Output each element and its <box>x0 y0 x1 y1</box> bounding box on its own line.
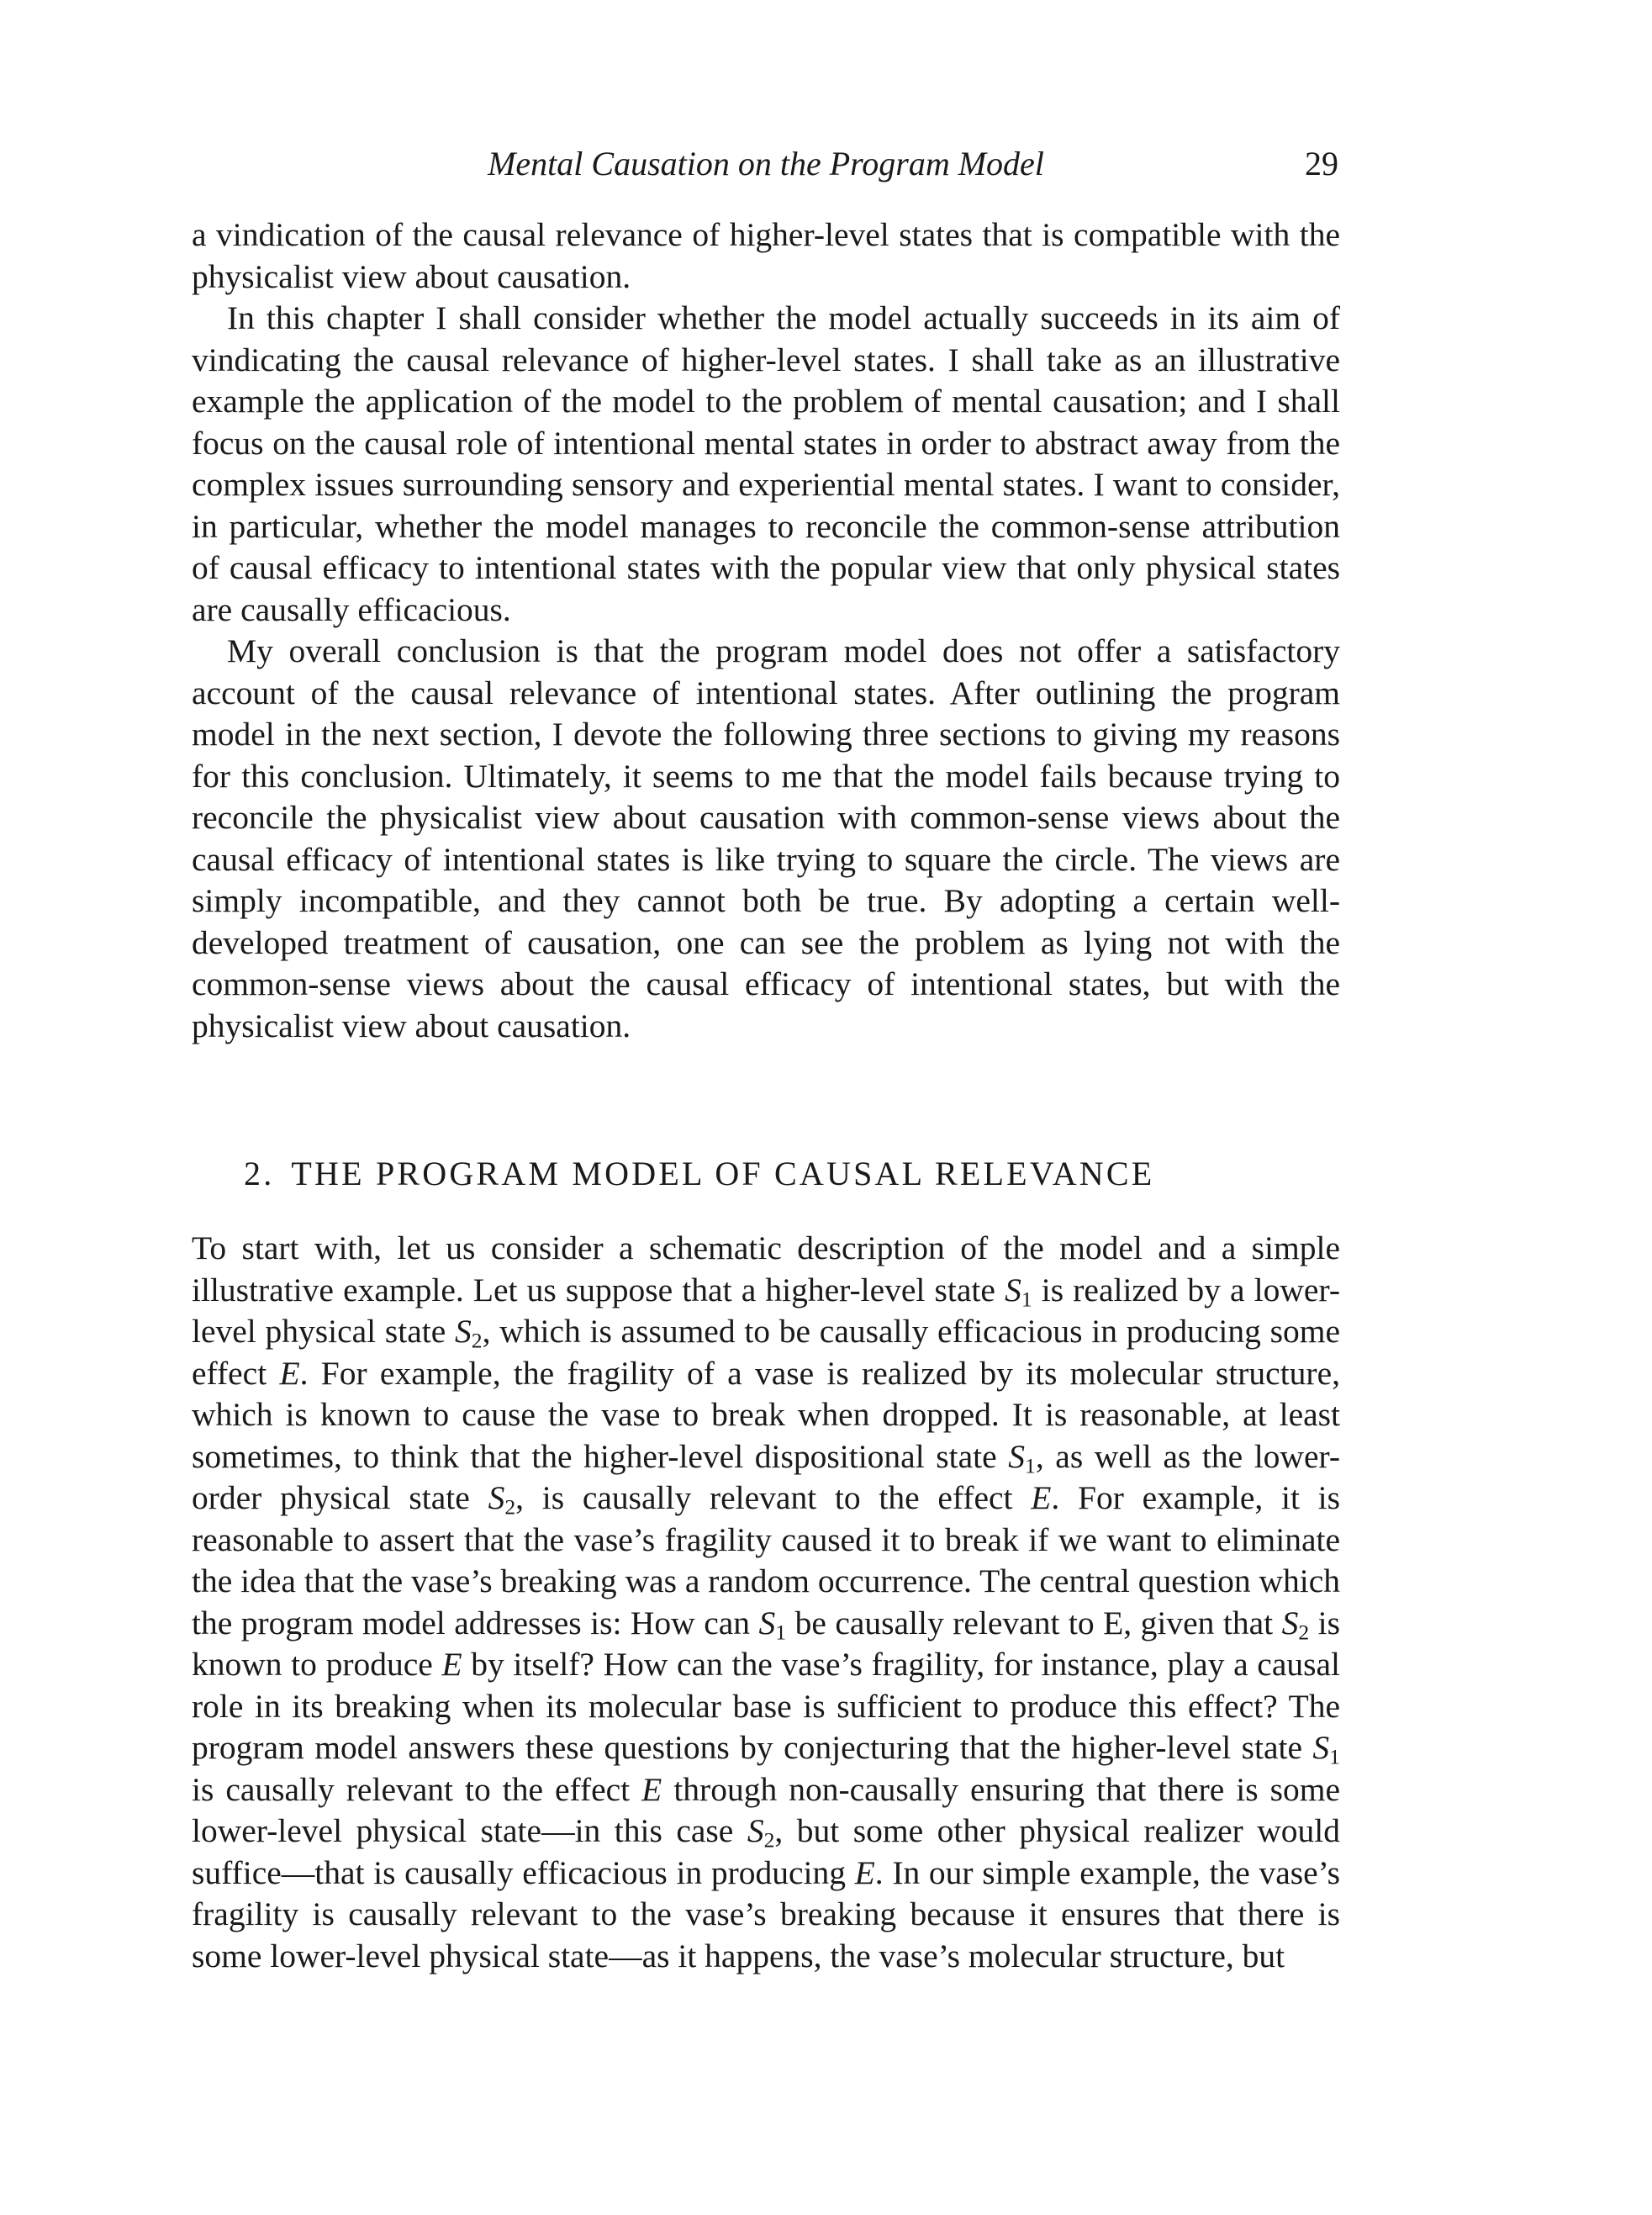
math-symbol: S <box>747 1812 764 1849</box>
math-symbol: E <box>279 1354 300 1392</box>
math-subscript: 2 <box>763 1827 775 1853</box>
paragraph: a vindication of the causal relevance of higher-level states that is compatible with the physicalist view about causation. <box>192 216 1340 295</box>
math-subscript: 1 <box>1021 1286 1032 1311</box>
running-head <box>193 139 1338 189</box>
math-symbol: S <box>1281 1604 1299 1641</box>
body-text-top <box>192 214 1340 1047</box>
math-symbol: S <box>1008 1437 1025 1475</box>
math-symbol: E <box>854 1853 875 1891</box>
section-number: 2. <box>244 1155 275 1192</box>
math-symbol: S <box>1312 1729 1330 1766</box>
math-subscript: 2 <box>504 1494 516 1520</box>
math-subscript: 1 <box>775 1619 787 1644</box>
body-text-bottom <box>192 1228 1340 1977</box>
paragraph: My overall conclusion is that the program model does not offer a satisfactory account of the causal relevance of intentional states. After outlining the program model in the next section, I devote the following three sections to giving my reasons for this conclusion. Ultimately, it seems to me that the model fails because trying to reconcile the physicalist view about causation with common-sense views about the causal efficacy of intentional states is like trying to square the circle. The views are simply incompatible, and they cannot both be true. By adopting a certain well-developed treatment of causation, one can see the problem as lying not with the common-sense views about the causal efficacy of intentional states, but with the physicalist view about causation. <box>192 632 1340 1044</box>
page-number: 29 <box>1305 145 1338 182</box>
math-subscript: 1 <box>1329 1744 1340 1769</box>
math-subscript: 2 <box>1298 1619 1310 1644</box>
math-symbol: E <box>1031 1479 1052 1516</box>
math-symbol: S <box>758 1604 776 1641</box>
math-symbol: E <box>441 1646 462 1683</box>
math-symbol: E <box>641 1770 662 1808</box>
math-subscript: 2 <box>471 1328 483 1353</box>
paragraph: In this chapter I shall consider whether the model actually succeeds in its aim of vindicating the causal relevance of higher-level states. I shall take as an illustrative example the application of the model to the problem of mental causation; and I shall focus on the causal role of intentional mental states in order to abstract away from the complex issues surrounding sensory and experiential mental states. I want to consider, in particular, whether the model manages to reconcile the common-sense attribution of causal efficacy to intentional states with the popular view that only physical states are causally efficacious. <box>192 299 1340 628</box>
math-symbol: S <box>1005 1271 1021 1308</box>
math-subscript: 1 <box>1025 1452 1036 1478</box>
math-symbol: S <box>455 1313 472 1350</box>
running-title: Mental Causation on the Program Model <box>488 145 1044 182</box>
math-symbol: S <box>488 1479 505 1516</box>
section-title: THE PROGRAM MODEL OF CAUSAL RELEVANCE <box>291 1155 1155 1192</box>
paragraph: To start with, let us consider a schematic description of the model and a simple illustrative example. Let us suppose that a higher-level state $S_1$ is realized by a lower-level physical state $S_2$, which is assumed to be causally efficacious in producing some effect E. For example, the fragility of a vase is realized by its molecular structure, which is known to cause the vase to break when dropped. It is reasonable, at least sometimes, to think that the higher-level dispositional state $S_1$, as well as the lower-order physical state $S_2$, is causally relevant to the effect E. For example, it is reasonable to assert that the vase’s fragility caused it to break if we want to eliminate the idea that the vase’s breaking was a random occurrence. The central question which the program model addresses is: How can $S_1$ be causally relevant to E, given that $S_2$ is known to produce E by itself? How can the vase’s fragility, for instance, play a causal role in its breaking when its molecular base is sufficient to produce this effect? The program model answers these questions by conjecturing that the higher-level state $S_1$ is causally relevant to the effect E through non-causally ensuring that there is some lower-level physical state—in this case $S_2$, but some other physical realizer would suffice—that is causally efficacious in producing E. In our simple example, the vase’s fragility is causally relevant to the vase’s breaking because it ensures that there is some lower-level physical state—as it happens, the vase’s molecular structure, but <box>192 1229 1341 1974</box>
section-heading <box>244 1150 1337 1197</box>
